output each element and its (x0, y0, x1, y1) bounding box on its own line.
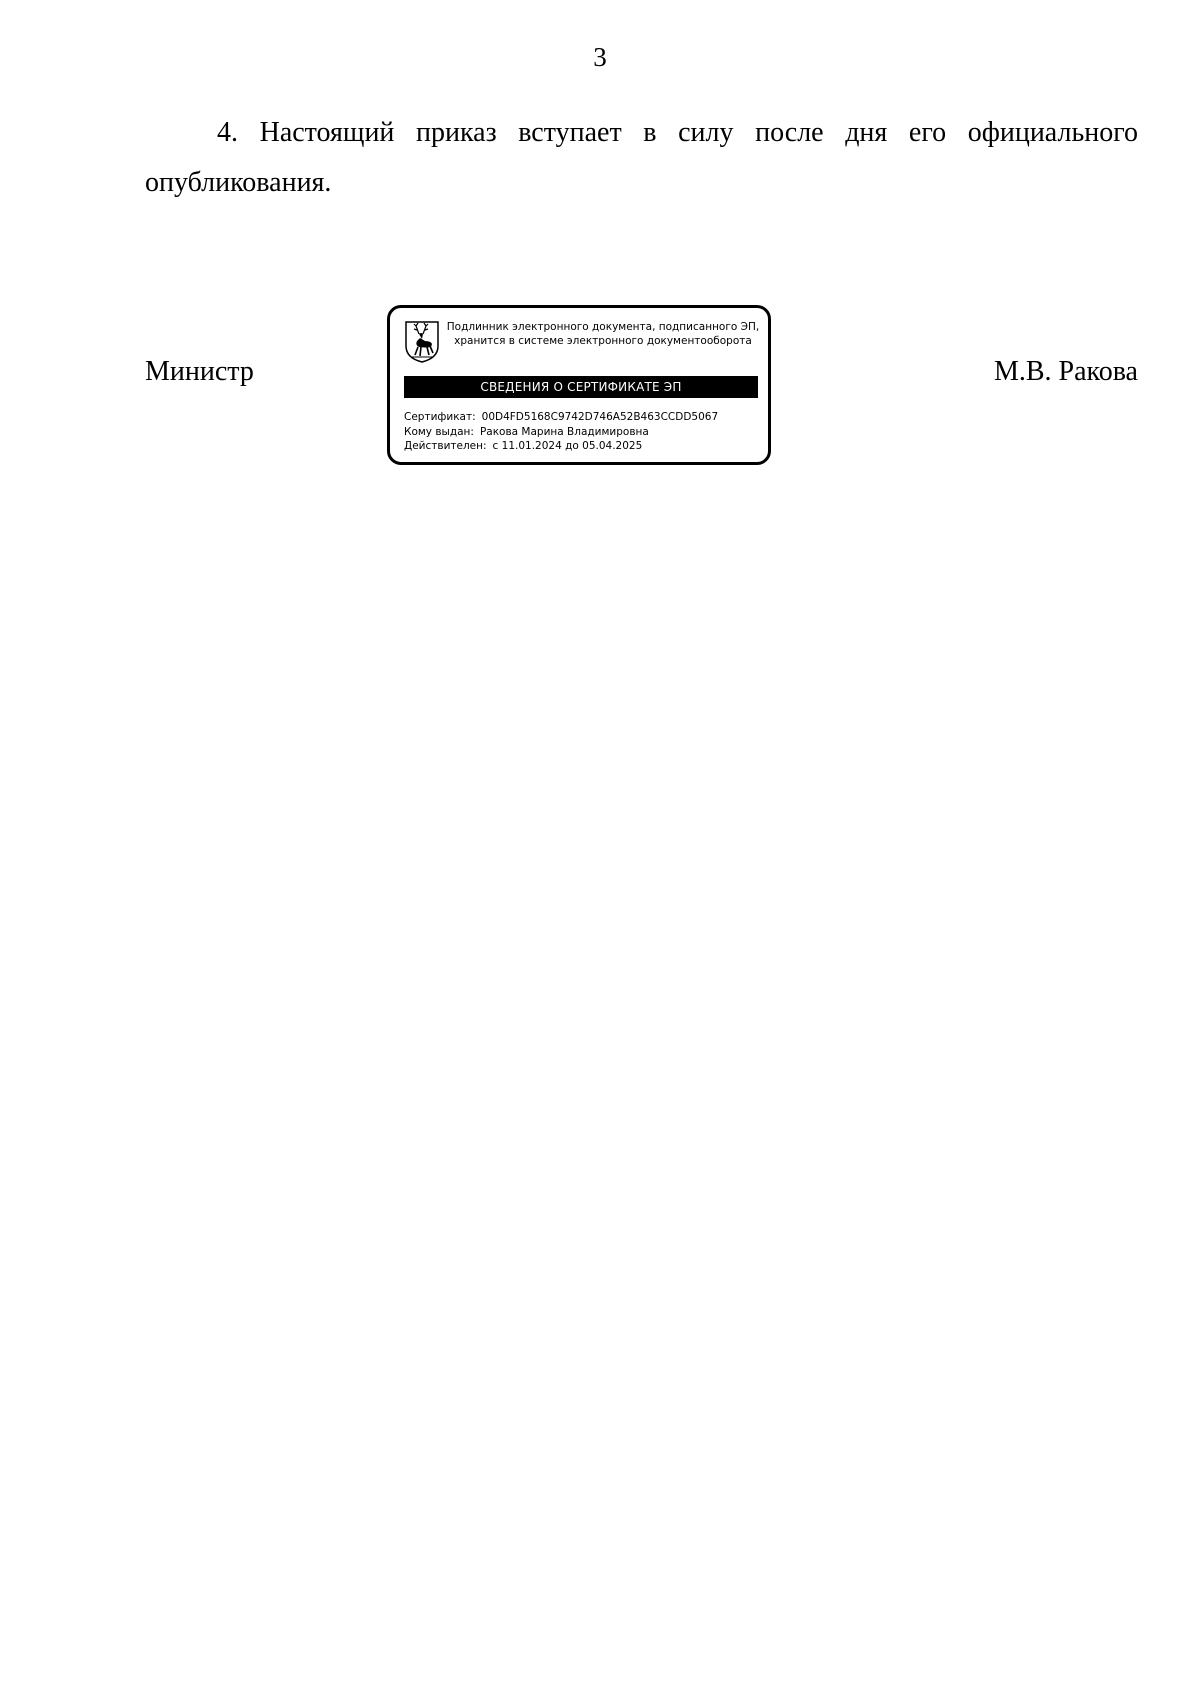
stamp-header-line2: хранится в системе электронного документооборота (454, 335, 752, 347)
valid-row (404, 439, 764, 454)
issued-to-label: Кому выдан: (404, 425, 474, 438)
valid-value: с 11.01.2024 до 05.04.2025 (492, 440, 643, 452)
signature-name: М.В. Ракова (993, 356, 1138, 387)
certificate-value: 00D4FD5168C9742D746A52B463CCDD5067 (481, 411, 719, 423)
valid-label: Действителен: (404, 440, 487, 452)
deer-coat-of-arms-icon (404, 320, 440, 364)
signature-role: Министр (145, 356, 254, 387)
page-number: 3 (593, 42, 607, 72)
electronic-signature-stamp (387, 305, 771, 465)
stamp-details (404, 410, 764, 454)
body-paragraph: 4. Настоящий приказ вступает в силу после дня его официального опубликования. (145, 117, 1138, 198)
certificate-row (404, 410, 764, 425)
certificate-label: Сертификат: (404, 411, 476, 423)
issued-to-value: Ракова Марина Владимировна (479, 425, 649, 438)
stamp-header-line1: Подлинник электронного документа, подписанного ЭП, (446, 321, 760, 333)
stamp-header (444, 320, 762, 348)
issued-to-row (404, 425, 764, 440)
stamp-title-bar: СВЕДЕНИЯ О СЕРТИФИКАТЕ ЭП (404, 376, 758, 398)
